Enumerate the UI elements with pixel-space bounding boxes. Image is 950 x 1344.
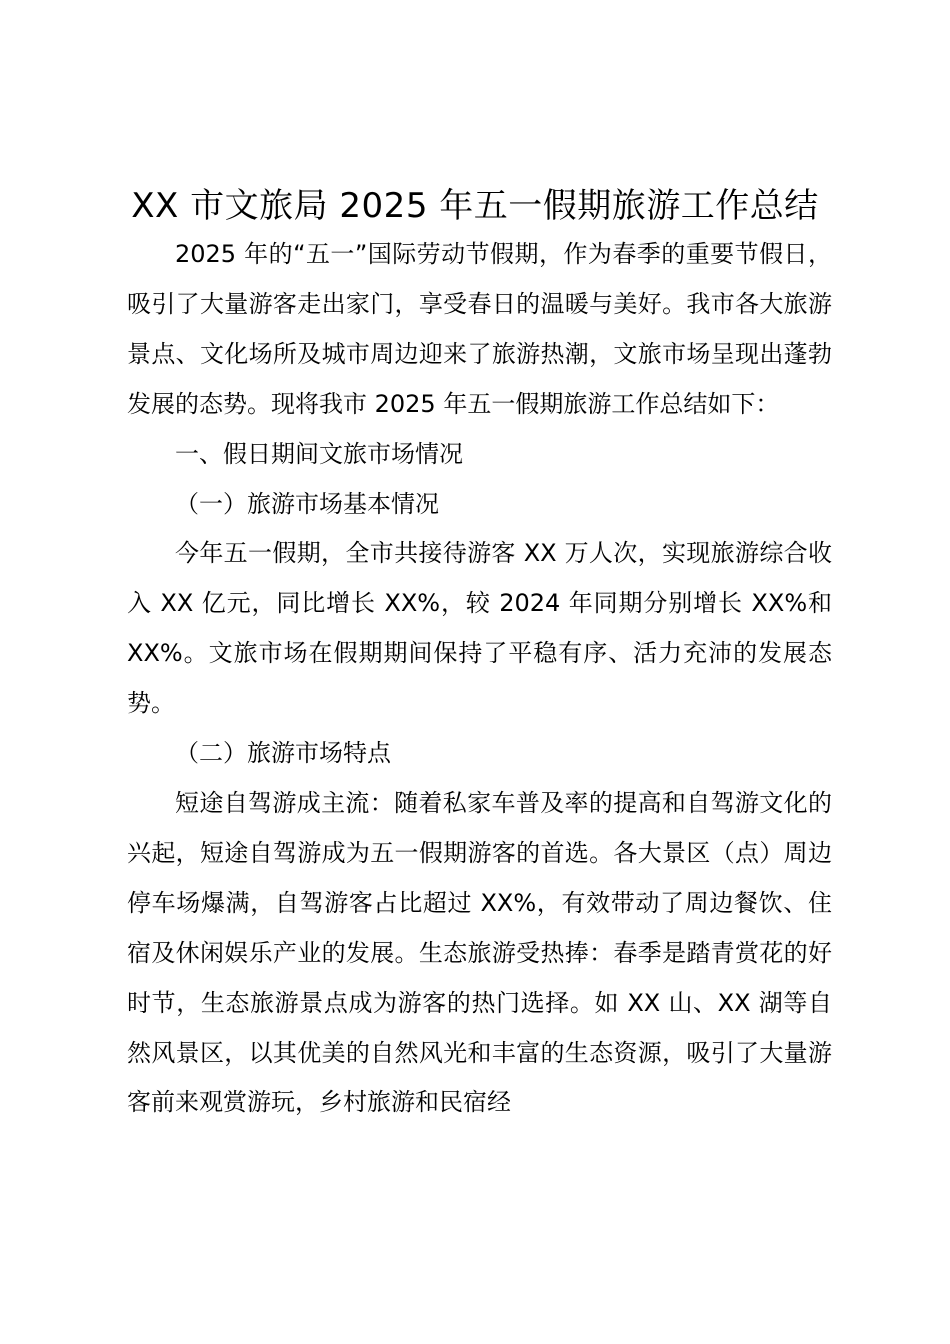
document-title: XX 市文旅局 2025 年五一假期旅游工作总结 — [131, 186, 819, 226]
section-heading-1: 一、假日期间文旅市场情况 — [175, 439, 463, 468]
paragraph-market-features: 短途自驾游成主流：随着私家车普及率的提高和自驾游文化的兴起，短途自驾游成为五一假期游客的首选。各大景区（点）周边停车场爆满，自驾游客占比超过 XX%，有效带动了周边餐饮、住宿及休闲娱乐产业的发展。生态旅游受热捧：春季是踏青赏花的好时节，生态旅游景点成为游客的热门选择。如 XX 山、XX 湖等自然风景区，以其优美的自然风光和丰富的生态资源，吸引了大量游客前来观赏游玩，乡村旅游和民宿经 — [127, 788, 832, 1117]
paragraph-market-overview: 今年五一假期，全市共接待游客 XX 万人次，实现旅游综合收入 XX 亿元，同比增长 XX%，较 2024 年同期分别增长 XX%和 XX%。文旅市场在假期期间保持了平稳有序、活力充沛的发展态势。 — [127, 539, 832, 718]
subsection-heading-2: （二）旅游市场特点 — [175, 739, 391, 768]
subsection-heading-1: （一）旅游市场基本情况 — [175, 489, 439, 518]
document-body — [127, 230, 832, 1128]
paragraph-intro: 2025 年的“五一”国际劳动节假期，作为春季的重要节假日，吸引了大量游客走出家门，享受春日的温暖与美好。我市各大旅游景点、文化场所及城市周边迎来了旅游热潮，文旅市场呈现出蓬勃发展的态势。现将我市 2025 年五一假期旅游工作总结如下： — [127, 240, 832, 418]
